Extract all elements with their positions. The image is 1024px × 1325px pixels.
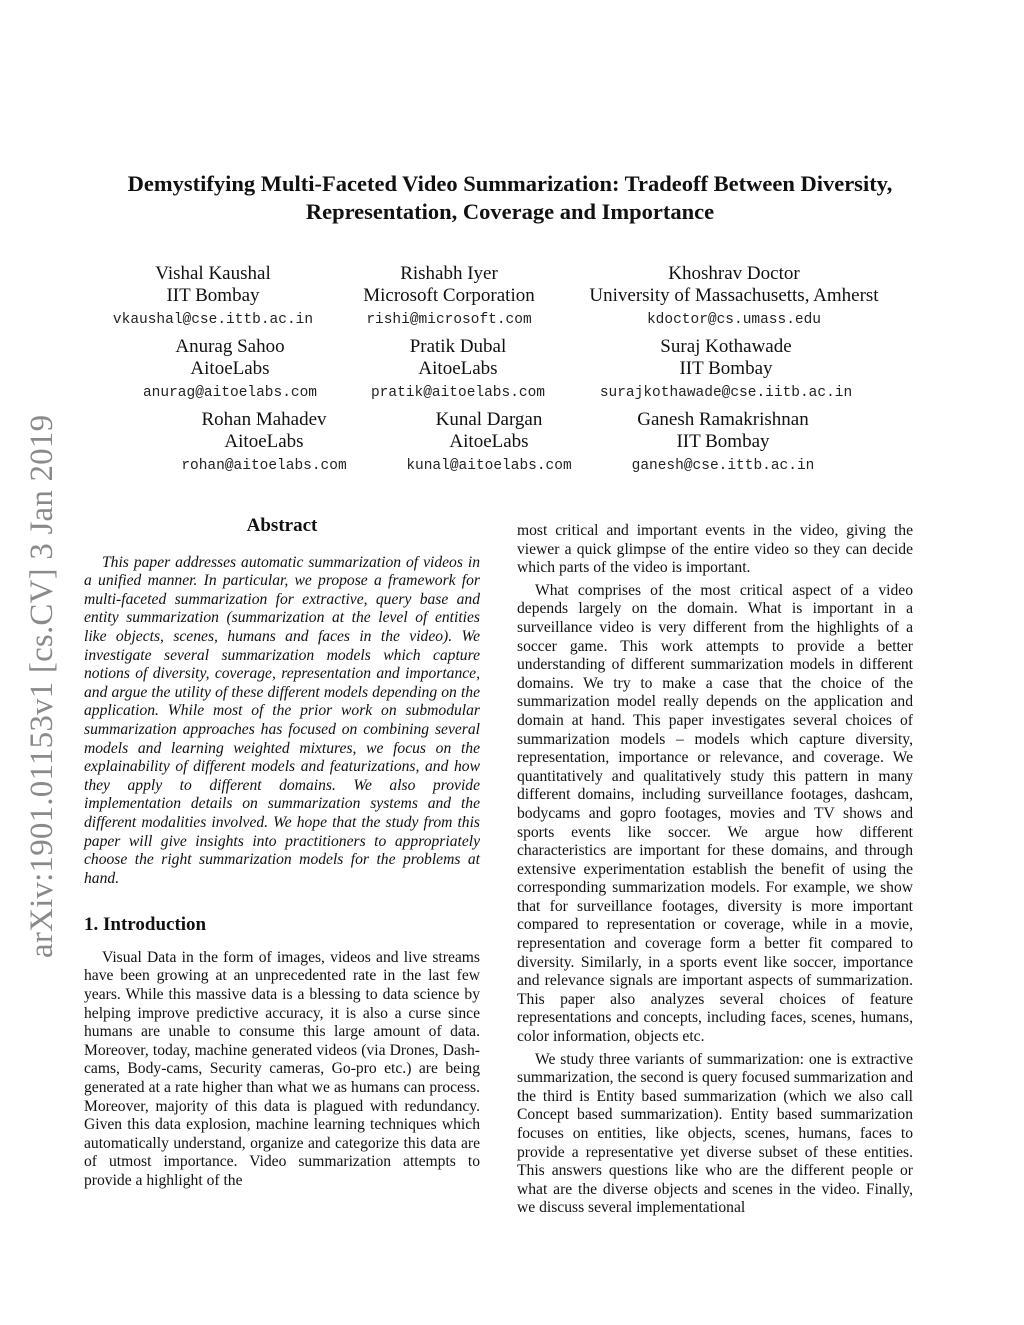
author-affiliation: AitoeLabs (418, 358, 498, 379)
author-affiliation: University of Massachusetts, Amherst (589, 285, 879, 306)
author-name: Rohan Mahadev (201, 409, 327, 430)
author-affiliation: IIT Bombay (679, 358, 773, 379)
author-affiliation: AitoeLabs (449, 431, 529, 452)
author-affiliation: IIT Bombay (676, 431, 770, 452)
introduction-heading: 1. Introduction (84, 914, 207, 936)
author-name: Suraj Kothawade (660, 336, 792, 357)
abstract-text: This paper addresses automatic summarization of videos in a unified manner. In particular, we propose a framework for multi-faceted summarization for extractive, query base and entity summarization (summarization at the level of entities like objects, scenes, humans and faces in the video). We investigate several summarization models which capture notions of diversity, coverage, representation and importance, and argue the utility of these different models depending on the application. While most of the prior work on submodular summarization approaches has focused on combining several models and learning weighted mixtures, we focus on the explainability of different models and featurizations, and how they apply to different domains. We also provide implementation details on summarization systems and the different modalities involved. We hope that the study from this paper will give insights into practitioners to appropriately choose the right summarization models for the problems at hand. (84, 553, 480, 887)
author-email: pratik@aitoelabs.com (370, 385, 546, 401)
author-card (556, 336, 896, 402)
author-email: kdoctor@cs.umass.edu (646, 312, 822, 328)
author-affiliation: AitoeLabs (224, 431, 304, 452)
right-column (517, 522, 913, 1218)
author-affiliation: IIT Bombay (166, 285, 260, 306)
author-affiliation: AitoeLabs (190, 358, 270, 379)
author-email: kunal@aitoelabs.com (406, 458, 572, 474)
author-email: vkaushal@cse.ittb.ac.in (112, 312, 314, 328)
introduction-paragraph: We study three variants of summarization: one is extractive summarization, the second is query focused summarization and the third is Entity based summarization (which we also call Concept based summarization). Entity based summarization focuses on entities, like objects, scenes, humans, faces to provide a representative yet diverse subset of these entities. This answers questions like who are the different people or what are the diverse objects and scenes in the video. Finally, we discuss several implementational (517, 1050, 913, 1217)
author-name: Anurag Sahoo (175, 336, 285, 357)
author-email: surajkothawade@cse.iitb.ac.in (599, 385, 853, 401)
introduction-paragraph: What comprises of the most critical aspect of a video depends largely on the domain. What is important in a surveillance video is very different from the highlights of a soccer game. This work attempts to provide a better understanding of different summarization models in different domains. We try to make a case that the choice of the summarization model really depends on the application and domain at hand. This paper investigates several choices of summarization models – models which capture diversity, representation, importance or relevance, and coverage. We quantitatively and qualitatively study this pattern in many different domains, including surveillance footages, dashcam, bodycams and gopro footages, movies and TV shows and sports events like soccer. We argue how different characteristics are important for these domains, and through extensive experimentation establish the benefit of using the corresponding summarization models. For example, we show that for surveillance footages, diversity is more important compared to representation or coverage, while in a movie, representation and coverage form a better fit compared to diversity. Similarly, in a sports event like soccer, importance and relevance signals are important aspects of summarization. This paper also analyzes several choices of feature representations and concepts, including faces, scenes, humans, color information, objects etc. (517, 581, 913, 1046)
author-name: Pratik Dubal (409, 336, 507, 357)
author-card (553, 409, 893, 475)
author-name: Rishabh Iyer (400, 263, 498, 284)
author-affiliation: Microsoft Corporation (363, 285, 535, 306)
author-email: rishi@microsoft.com (366, 312, 532, 328)
abstract-heading: Abstract (246, 515, 318, 536)
left-column (84, 517, 480, 1191)
author-email: ganesh@cse.ittb.ac.in (631, 458, 815, 474)
author-name: Kunal Dargan (435, 409, 543, 430)
introduction-paragraph: Visual Data in the form of images, videos and live streams have been growing at an unprecedented rate in the last few years. While this massive data is a blessing to data science by helping improve predictive accuracy, it is also a curse since humans are unable to consume this large amount of data. Moreover, today, machine generated videos (via Drones, Dash-cams, Body-cams, Security cameras, Go-pro etc.) are being generated at a rate higher than what we as humans can process. Moreover, majority of this data is plagued with redundancy. Given this data explosion, machine learning techniques which automatically understand, organize and categorize this data are of utmost importance. Video summarization attempts to provide a highlight of the (84, 948, 480, 1189)
author-name: Ganesh Ramakrishnan (637, 409, 809, 430)
introduction-paragraph-continued: most critical and important events in the video, giving the viewer a quick glimpse of the entire video so they can decide which parts of the video is important. (517, 522, 913, 577)
author-email: rohan@aitoelabs.com (181, 458, 347, 474)
arxiv-identifier-stamp: arXiv:1901.01153v1 [cs.CV] 3 Jan 2019 (24, 414, 60, 958)
author-name: Vishal Kaushal (155, 263, 271, 284)
author-name: Khoshrav Doctor (668, 263, 800, 284)
author-email: anurag@aitoelabs.com (142, 385, 318, 401)
paper-title: Demystifying Multi-Faceted Video Summarization: Tradeoff Between Diversity, Representation, Coverage and Importance (127, 171, 893, 224)
author-card (564, 263, 904, 329)
